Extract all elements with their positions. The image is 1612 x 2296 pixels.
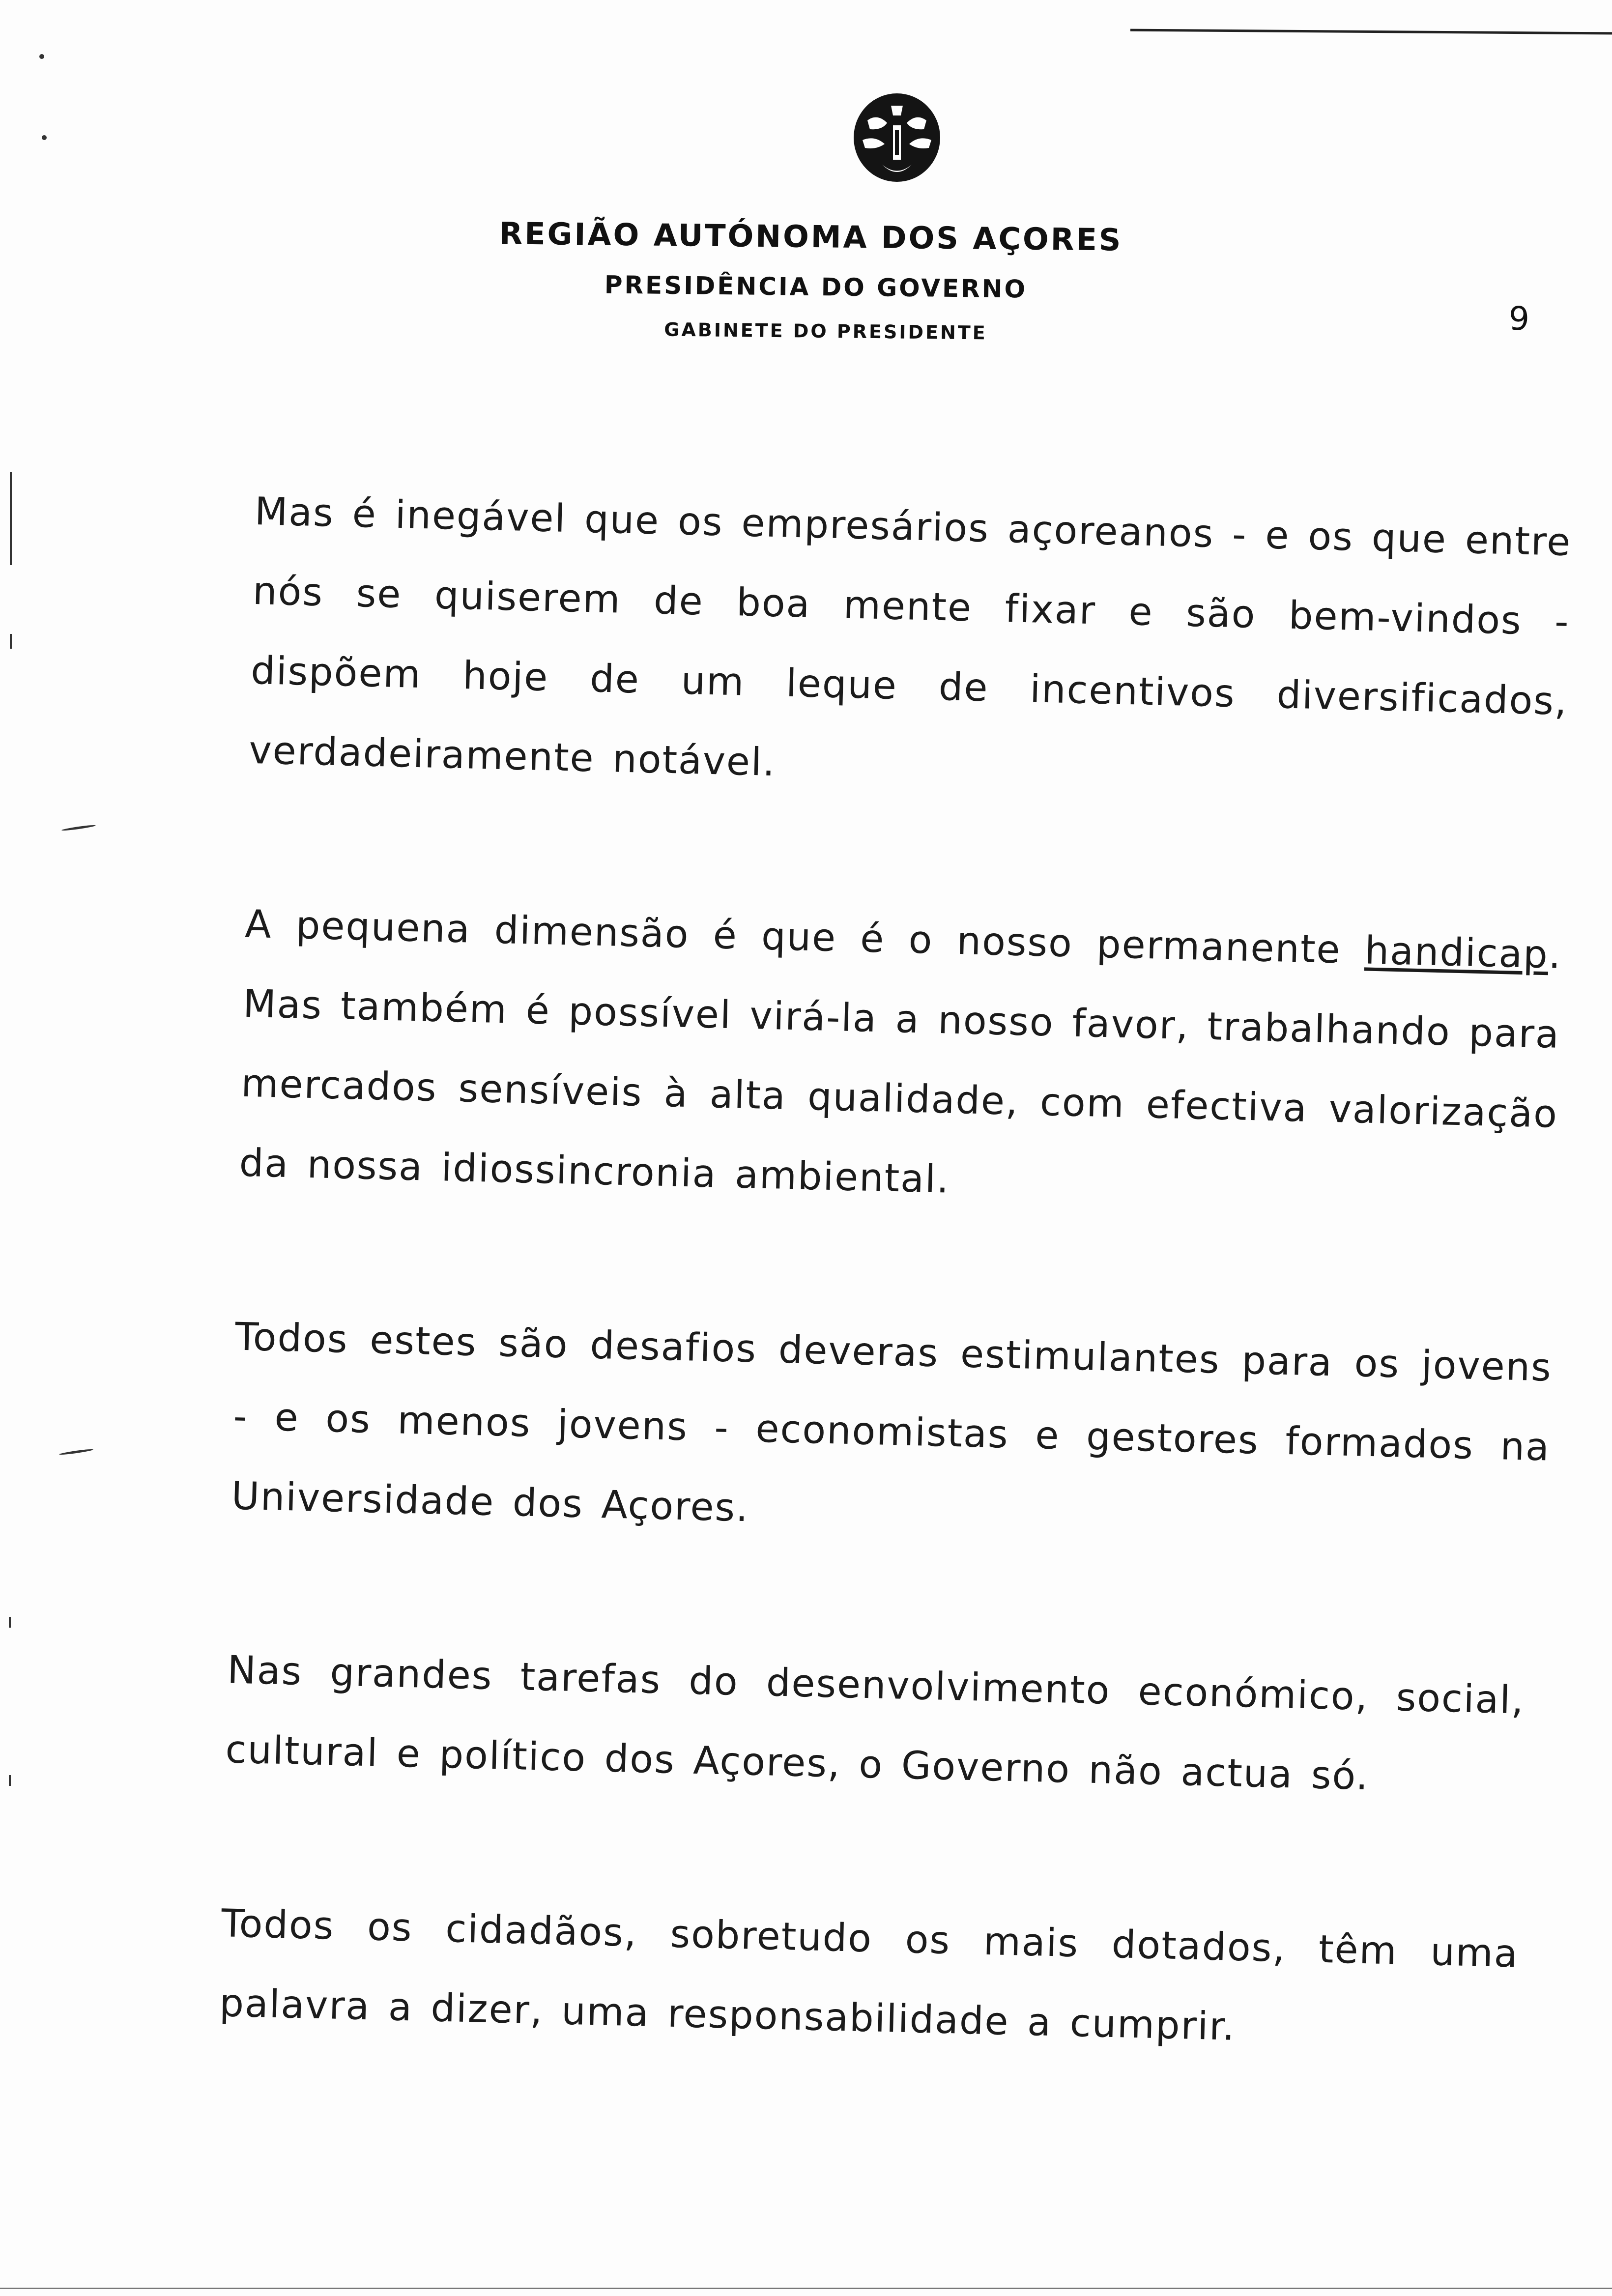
scan-artifact-bottom-line (0, 2288, 1612, 2289)
eagle-crest-icon (848, 86, 946, 189)
underlined-term: handicap (1364, 928, 1549, 977)
scan-mark (10, 634, 12, 649)
scan-mark (9, 1775, 11, 1786)
paragraph-1: Mas é inegável que os empresários açoreanos - e os que entre nós se quiserem de boa mente fixar e são bem-vindos - dispõem hoje de um leque de incentivos diversificados, verdadeiramente notável. (248, 489, 1572, 785)
scan-mark (42, 135, 47, 140)
scan-artifact-top-line (1130, 29, 1612, 35)
scan-mark (9, 1617, 11, 1628)
page-number: 9 (1509, 300, 1529, 338)
paragraph-2-text-before: A pequena dimensão é que é o nosso permanente (244, 902, 1365, 973)
paragraph-3: Todos estes são desafios deveras estimulantes para os jovens - e os menos jovens - economistas e gestores formados na Universidade dos Açores. (230, 1315, 1553, 1531)
scan-mark (61, 824, 96, 832)
scan-mark (59, 1448, 93, 1456)
body-text (216, 472, 1572, 2168)
header-cabinet: GABINETE DO PRESIDENTE (664, 318, 987, 344)
paragraph-5: Todos os cidadãos, sobretudo os mais dotados, têm uma palavra a dizer, uma responsabilidade a cumprir. (219, 1901, 1519, 2049)
scan-mark (39, 54, 44, 59)
header-region-title: REGIÃO AUTÓNOMA DOS AÇORES (499, 215, 1123, 258)
header-presidency: PRESIDÊNCIA DO GOVERNO (604, 270, 1028, 304)
scan-mark (10, 472, 12, 565)
paragraph-2-text-after: . Mas também é possível virá-la a nosso favor, trabalhando para mercados sensíveis à alta qualidade, com efectiva valorização da nossa idiossincronia ambiental. (238, 933, 1562, 1202)
paragraph-4: Nas grandes tarefas do desenvolvimento económico, social, cultural e político dos Açores, o Governo não actua só. (225, 1648, 1525, 1799)
paragraph-2 (238, 885, 1563, 1234)
